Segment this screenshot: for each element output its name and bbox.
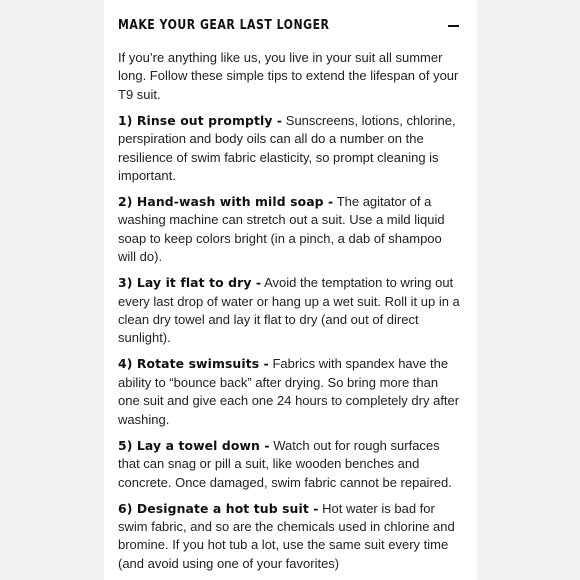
minus-icon bbox=[448, 25, 459, 27]
tip-heading: 5) Lay a towel down - bbox=[118, 437, 270, 453]
tip-heading: 1) Rinse out promptly - bbox=[118, 112, 283, 128]
tip-body: Avoid the temptation to wring out every last drop of water or hang up a wet suit. Roll it up in a clean dry towel and lay it flat to dry (and out of direct sunlight). bbox=[118, 275, 460, 346]
tip-body: Sunscreens, lotions, chlorine, perspiration and body oils can all do a number on the resilience of swim fabric elasticity, so prompt cleaning is important. bbox=[118, 112, 456, 184]
tip-paragraph bbox=[118, 112, 463, 186]
tip-body: The agitator of a washing machine can stretch out a suit. Use a mild liquid soap to keep colors bright (in a pinch, a dab of shampoo will do). bbox=[118, 194, 445, 265]
tip-body: Hot water is bad for swim fabric, and so are the chemicals used in chlorine and bromine. If you hot tub a lot, use the same suit every time (and avoid using one of your favorites) bbox=[118, 500, 455, 571]
collapse-button[interactable] bbox=[445, 16, 463, 36]
tip-heading: 2) Hand-wash with mild soap - bbox=[118, 194, 334, 210]
tip-heading: 3) Lay it flat to dry - bbox=[118, 275, 262, 291]
tip-paragraph bbox=[118, 500, 463, 574]
tip-heading: 6) Designate a hot tub suit - bbox=[118, 500, 319, 516]
tip-body: Fabrics with spandex have the ability to “bounce back” after drying. So bring more than one suit and give each one 24 hours to completely dry after washing. bbox=[118, 356, 460, 427]
tip-paragraph bbox=[118, 193, 463, 267]
tip-heading: 4) Rotate swimsuits - bbox=[118, 356, 269, 372]
tip-paragraph bbox=[118, 355, 463, 429]
tip-paragraph bbox=[118, 274, 463, 348]
accordion-content bbox=[118, 49, 463, 580]
section-title: MAKE YOUR GEAR LAST LONGER bbox=[118, 18, 330, 33]
accordion-header[interactable] bbox=[118, 16, 463, 38]
tip-body: Watch out for rough surfaces that can snag or pill a suit, like wooden benches and concrete. Once damaged, swim fabric cannot be repaired. bbox=[118, 437, 452, 490]
tip-paragraph bbox=[118, 437, 463, 492]
care-tips-card bbox=[104, 0, 477, 580]
intro-paragraph: If you’re anything like us, you live in your suit all summer long. Follow these simple tips to extend the lifespan of your T9 suit. bbox=[118, 50, 459, 102]
